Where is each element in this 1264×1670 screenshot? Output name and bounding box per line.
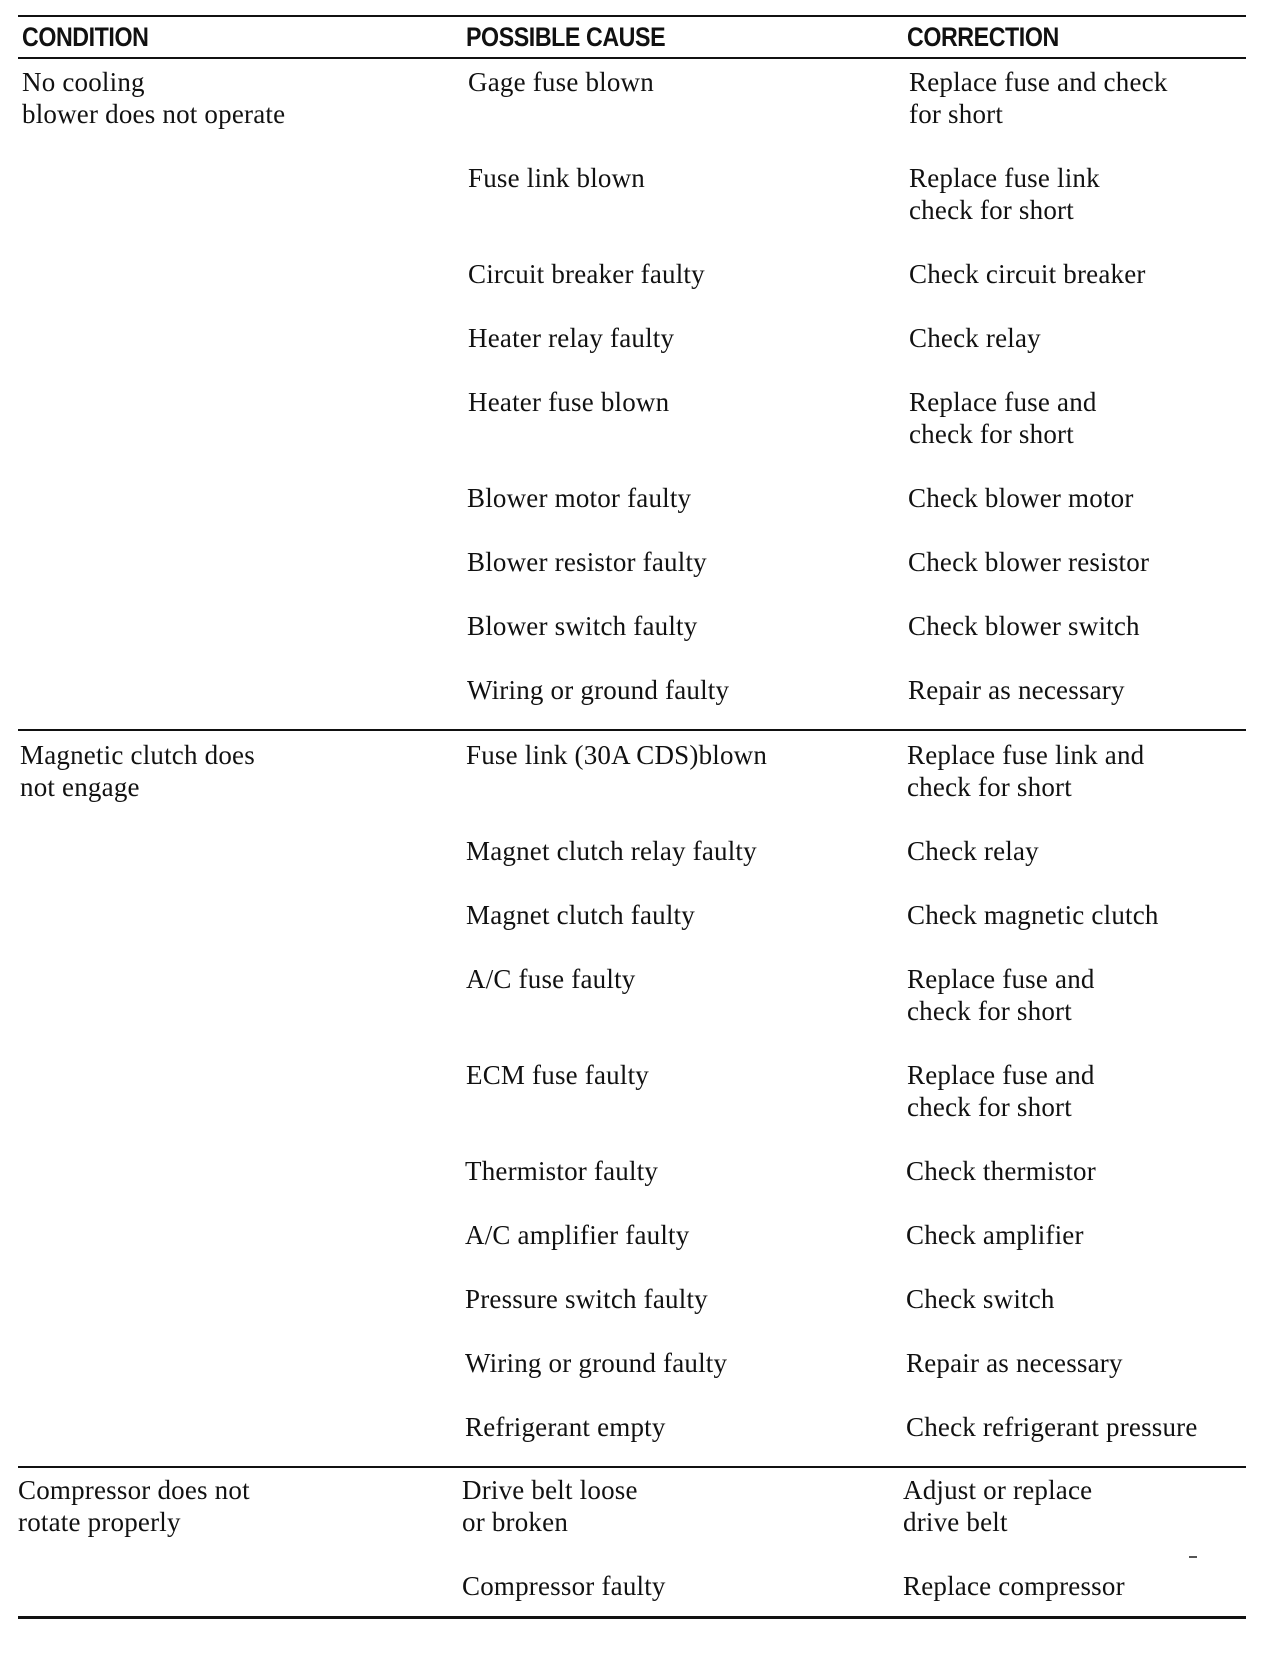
correction-cell-line: Check circuit breaker <box>909 259 1146 289</box>
correction-cell-line: Check relay <box>909 323 1041 353</box>
correction-cell <box>907 835 1039 867</box>
cause-cell-line: Fuse link (30A CDS)blown <box>466 740 768 770</box>
cause-cell-line: Wiring or ground faulty <box>467 675 730 705</box>
cause-cell-line: Thermistor faulty <box>465 1156 659 1186</box>
header-rule <box>18 57 1246 59</box>
cause-cell <box>467 610 697 642</box>
correction-cell-line: Repair as necessary <box>908 675 1125 705</box>
cause-cell-line: Fuse link blown <box>468 163 646 193</box>
cause-cell <box>462 1474 638 1538</box>
correction-cell-line: Replace fuse and <box>907 964 1095 994</box>
correction-cell <box>903 1474 1092 1538</box>
correction-cell-line: Check switch <box>906 1284 1055 1314</box>
correction-cell-line: Check blower motor <box>908 483 1134 513</box>
section-divider-rule <box>18 729 1246 731</box>
correction-cell-line: for short <box>909 99 1004 129</box>
cause-cell <box>468 162 645 194</box>
cause-cell-line: Drive belt loose <box>462 1475 638 1505</box>
header-possible-cause: POSSIBLE CAUSE <box>466 22 666 52</box>
correction-cell <box>908 546 1149 578</box>
correction-cell <box>909 386 1097 450</box>
cause-cell-line: Blower resistor faulty <box>467 547 707 577</box>
correction-cell-line: drive belt <box>903 1507 1008 1537</box>
cause-cell-line: Magnet clutch relay faulty <box>466 836 757 866</box>
cause-cell-line: Wiring or ground faulty <box>465 1348 728 1378</box>
cause-cell <box>465 1219 689 1251</box>
correction-cell-line: Check magnetic clutch <box>907 900 1159 930</box>
cause-cell-line: or broken <box>462 1507 569 1537</box>
condition-cell <box>18 1474 250 1538</box>
correction-cell <box>906 1219 1084 1251</box>
correction-cell-line: Check amplifier <box>906 1220 1084 1250</box>
correction-cell <box>908 674 1125 706</box>
cause-cell <box>466 835 757 867</box>
correction-cell-line: Replace fuse and <box>907 1060 1095 1090</box>
cause-cell <box>468 258 705 290</box>
cause-cell <box>466 963 635 995</box>
cause-cell-line: Heater fuse blown <box>468 387 670 417</box>
correction-cell <box>907 739 1144 803</box>
correction-cell-line: Check blower resistor <box>908 547 1150 577</box>
condition-cell-line: No cooling <box>22 67 145 97</box>
cause-cell <box>467 546 707 578</box>
correction-cell-line: Replace compressor <box>903 1571 1125 1601</box>
condition-cell-line: not engage <box>20 772 140 802</box>
scan-mark <box>1189 1556 1197 1558</box>
correction-cell <box>909 162 1100 226</box>
section-divider-rule <box>18 1466 1246 1468</box>
cause-cell-line: Gage fuse blown <box>468 67 654 97</box>
cause-cell <box>466 899 695 931</box>
cause-cell <box>468 386 669 418</box>
correction-cell <box>903 1570 1125 1602</box>
condition-cell-line: blower does not operate <box>22 99 286 129</box>
cause-cell <box>468 66 654 98</box>
condition-cell <box>20 739 255 803</box>
header-condition: CONDITION <box>22 22 149 52</box>
cause-cell-line: A/C fuse faulty <box>466 964 636 994</box>
correction-cell-line: Check blower switch <box>908 611 1140 641</box>
cause-cell-line: Magnet clutch faulty <box>466 900 695 930</box>
condition-cell-line: rotate properly <box>18 1507 181 1537</box>
cause-cell <box>466 1059 649 1091</box>
correction-cell-line: Check thermistor <box>906 1156 1096 1186</box>
cause-cell-line: Circuit breaker faulty <box>468 259 705 289</box>
cause-cell-line: Blower switch faulty <box>467 611 698 641</box>
cause-cell-line: A/C amplifier faulty <box>465 1220 690 1250</box>
cause-cell <box>466 739 767 771</box>
cause-cell-line: Refrigerant empty <box>465 1412 666 1442</box>
correction-cell <box>906 1155 1096 1187</box>
correction-cell-line: check for short <box>909 195 1074 225</box>
cause-cell <box>465 1283 708 1315</box>
correction-cell-line: Repair as necessary <box>906 1348 1123 1378</box>
correction-cell-line: check for short <box>907 996 1072 1026</box>
correction-cell <box>909 66 1168 130</box>
cause-cell-line: Blower motor faulty <box>467 483 692 513</box>
correction-cell <box>906 1411 1198 1443</box>
correction-cell-line: Replace fuse link <box>909 163 1100 193</box>
correction-cell-line: Replace fuse link and <box>907 740 1145 770</box>
cause-cell <box>462 1570 666 1602</box>
correction-cell <box>909 322 1041 354</box>
cause-cell <box>468 322 674 354</box>
correction-cell-line: check for short <box>909 419 1074 449</box>
correction-cell <box>906 1347 1123 1379</box>
correction-cell <box>908 610 1140 642</box>
correction-cell <box>907 899 1159 931</box>
correction-cell <box>906 1283 1055 1315</box>
correction-cell <box>908 482 1134 514</box>
header-correction: CORRECTION <box>907 22 1059 52</box>
correction-cell <box>907 963 1095 1027</box>
cause-cell <box>465 1347 727 1379</box>
condition-cell-line: Magnetic clutch does <box>20 740 255 770</box>
correction-cell-line: Check refrigerant pressure <box>906 1412 1198 1442</box>
cause-cell-line: Heater relay faulty <box>468 323 675 353</box>
correction-cell <box>909 258 1146 290</box>
cause-cell <box>465 1155 658 1187</box>
cause-cell <box>467 674 729 706</box>
correction-cell-line: Adjust or replace <box>903 1475 1093 1505</box>
condition-cell <box>22 66 285 130</box>
cause-cell-line: Compressor faulty <box>462 1571 666 1601</box>
correction-cell-line: check for short <box>907 1092 1072 1122</box>
cause-cell-line: Pressure switch faulty <box>465 1284 708 1314</box>
table-bottom-rule <box>18 1616 1246 1619</box>
correction-cell-line: check for short <box>907 772 1072 802</box>
correction-cell-line: Replace fuse and <box>909 387 1097 417</box>
cause-cell <box>467 482 691 514</box>
cause-cell-line: ECM fuse faulty <box>466 1060 649 1090</box>
condition-cell-line: Compressor does not <box>18 1475 250 1505</box>
table-top-rule <box>18 15 1246 17</box>
cause-cell <box>465 1411 666 1443</box>
correction-cell-line: Replace fuse and check <box>909 67 1168 97</box>
correction-cell <box>907 1059 1095 1123</box>
correction-cell-line: Check relay <box>907 836 1039 866</box>
